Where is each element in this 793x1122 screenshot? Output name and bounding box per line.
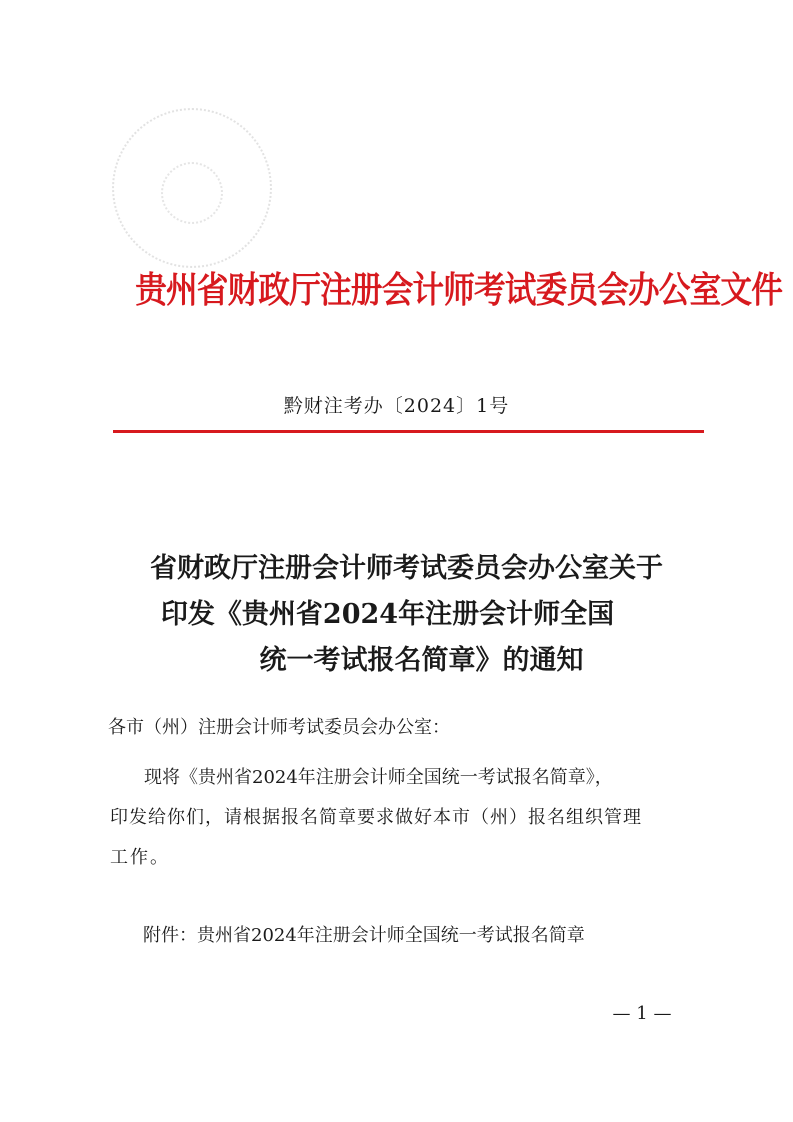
addressee: 各市（州）注册会计师考试委员会办公室： <box>108 717 450 738</box>
notice-title-line-1: 省财政厅注册会计师考试委员会办公室关于 <box>150 553 663 584</box>
notice-title <box>0 546 793 684</box>
notice-title-line-3: 统一考试报名简章》的通知 <box>259 645 584 676</box>
notice-title-line-2: 印发《贵州省2024年注册会计师全国 <box>160 599 615 630</box>
document-header-title: 贵州省财政厅注册会计师考试委员会办公室文件 <box>135 269 783 311</box>
body-line-1: 现将《贵州省2024年注册会计师全国统一考试报名简章》， <box>144 767 613 788</box>
document-number: 黔财注考办〔2024〕1号 <box>283 395 510 417</box>
body-line-2: 印发给你们，请根据报名简章要求做好本市（州）报名组织管理 <box>110 807 642 828</box>
red-divider-line <box>113 430 704 433</box>
body-line-3: 工作。 <box>110 847 170 868</box>
faint-seal-mark <box>112 108 272 268</box>
page-number: — 1 — <box>612 1003 672 1024</box>
attachment-line: 附件：贵州省2024年注册会计师全国统一考试报名简章 <box>143 925 585 946</box>
